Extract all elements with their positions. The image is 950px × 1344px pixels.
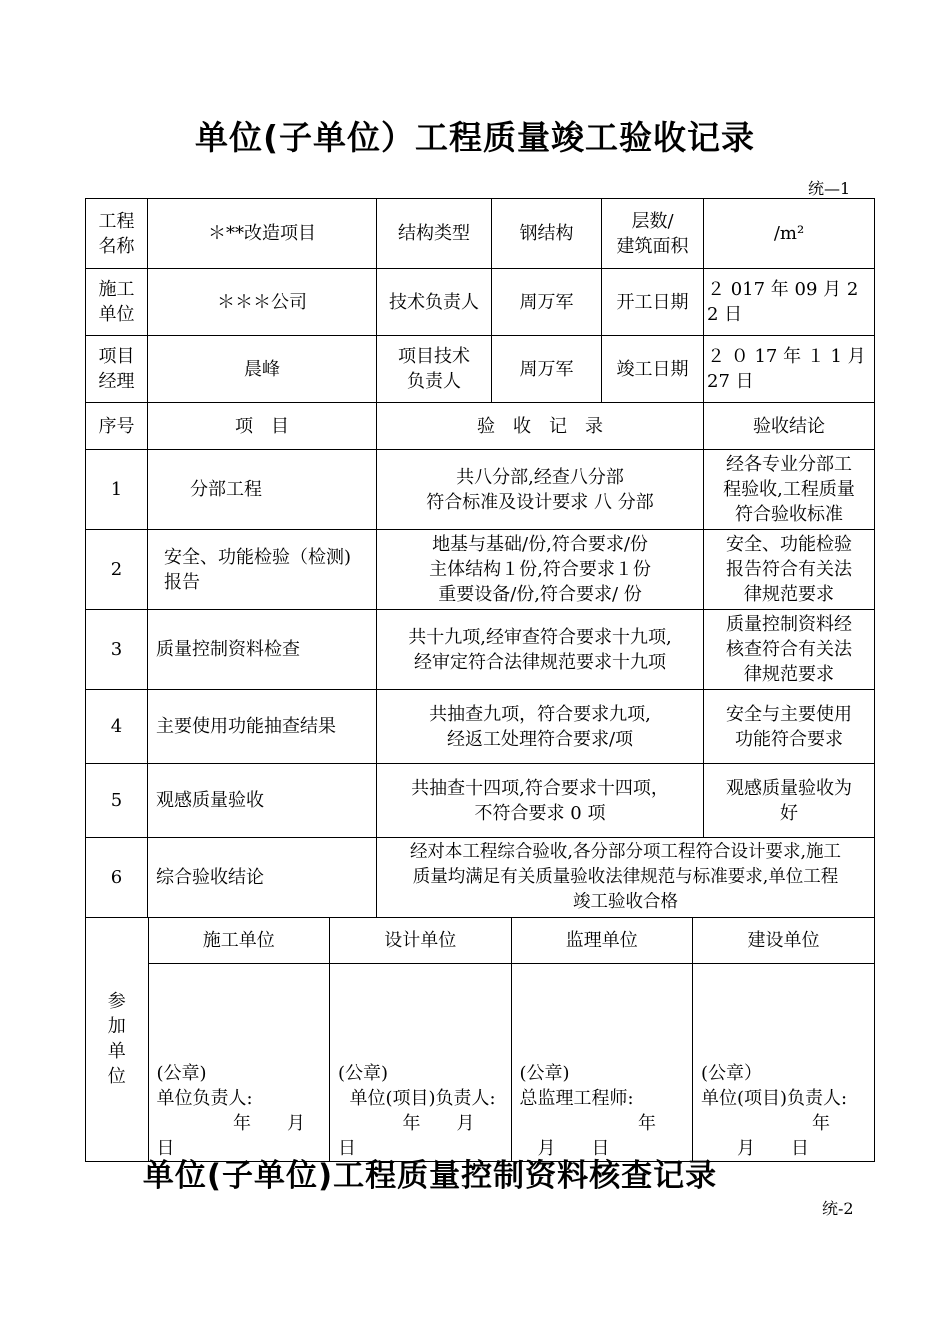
second-form-title: 单位(子单位)工程质量控制资料核查记录 bbox=[142, 1158, 718, 1194]
pm-value: 晨峰 bbox=[148, 336, 377, 403]
signature-box: (公章) 总监理工程师: 年 月 日 bbox=[511, 963, 693, 1161]
contractor-value: ＊＊＊公司 bbox=[148, 269, 377, 336]
row-item: 观感质量验收 bbox=[148, 764, 377, 838]
table-row bbox=[86, 838, 875, 918]
row-seq: 2 bbox=[86, 530, 148, 610]
floors-area-value: /m² bbox=[704, 199, 875, 269]
table-row bbox=[86, 764, 875, 838]
row-record: 共十九项,经审查符合要求十九项, 经审定符合法律规范要求十九项 bbox=[377, 610, 704, 690]
row-record: 共抽查十四项,符合要求十四项， 不符合要求 0 项 bbox=[377, 764, 704, 838]
participants-label: 参 加 单 位 bbox=[86, 918, 148, 1161]
table-row bbox=[86, 269, 875, 336]
start-date-value: ２ 017 年 09 月 2 2 日 bbox=[704, 269, 875, 336]
acceptance-table bbox=[85, 198, 875, 1162]
table-row bbox=[86, 690, 875, 764]
unit-name: 建设单位 bbox=[693, 918, 875, 963]
signature-box: (公章) 单位(项目)负责人: 年 月 日 bbox=[330, 963, 512, 1161]
row-record: 地基与基础/份,符合要求/份 主体结构１份,符合要求１份 重要设备/份,符合要求/ 份 bbox=[377, 530, 704, 610]
row-record: 共八分部,经查八分部 符合标准及设计要求 八 分部 bbox=[377, 450, 704, 530]
floors-area-label: 层数/ 建筑面积 bbox=[602, 199, 704, 269]
table-row bbox=[86, 610, 875, 690]
row-seq: 6 bbox=[86, 838, 148, 918]
form-code: 统—1 bbox=[808, 179, 851, 198]
signature-box: (公章） 单位(项目)负责人: 年 月 日 bbox=[693, 963, 875, 1161]
col-conclusion: 验收结论 bbox=[704, 403, 875, 450]
structure-type-label: 结构类型 bbox=[377, 199, 492, 269]
row-record: 共抽查九项，符合要求九项, 经返工处理符合要求/项 bbox=[377, 690, 704, 764]
signature-box: (公章) 单位负责人: 年 月 日 bbox=[148, 963, 330, 1161]
row-seq: 5 bbox=[86, 764, 148, 838]
row-conclusion: 质量控制资料经 核查符合有关法 律规范要求 bbox=[704, 610, 875, 690]
unit-name: 设计单位 bbox=[330, 918, 512, 963]
project-tech-lead-value: 周万军 bbox=[492, 336, 602, 403]
table-row bbox=[86, 336, 875, 403]
row-conclusion: 经各专业分部工 程验收,工程质量 符合验收标准 bbox=[704, 450, 875, 530]
row-seq: 1 bbox=[86, 450, 148, 530]
page-title: 单位(子单位）工程质量竣工验收记录 bbox=[194, 118, 756, 157]
tech-lead-label: 技术负责人 bbox=[377, 269, 492, 336]
row-item: 安全、功能检验（检测) 报告 bbox=[148, 530, 377, 610]
completion-date-label: 竣工日期 bbox=[602, 336, 704, 403]
project-name-label: 工程 名称 bbox=[86, 199, 148, 269]
table-row bbox=[86, 199, 875, 269]
row-conclusion: 观感质量验收为 好 bbox=[704, 764, 875, 838]
unit-name: 监理单位 bbox=[511, 918, 693, 963]
row-seq: 3 bbox=[86, 610, 148, 690]
structure-type-value: 钢结构 bbox=[492, 199, 602, 269]
row-item: 质量控制资料检查 bbox=[148, 610, 377, 690]
row-item: 分部工程 bbox=[148, 450, 377, 530]
col-item: 项 目 bbox=[148, 403, 377, 450]
pm-label: 项目 经理 bbox=[86, 336, 148, 403]
tech-lead-value: 周万军 bbox=[492, 269, 602, 336]
col-record: 验 收 记 录 bbox=[377, 403, 704, 450]
row-item: 综合验收结论 bbox=[148, 838, 377, 918]
completion-date-value: ２ ０ 17 年 １ 1 月 27 日 bbox=[704, 336, 875, 403]
form-code-2: 统-2 bbox=[822, 1199, 854, 1218]
col-seq: 序号 bbox=[86, 403, 148, 450]
table-row bbox=[86, 450, 875, 530]
unit-name: 施工单位 bbox=[148, 918, 330, 963]
project-tech-lead-label: 项目技术 负责人 bbox=[377, 336, 492, 403]
contractor-label: 施工 单位 bbox=[86, 269, 148, 336]
row-seq: 4 bbox=[86, 690, 148, 764]
participants-section bbox=[86, 918, 875, 1162]
overall-conclusion: 经对本工程综合验收,各分部分项工程符合设计要求,施工 质量均满足有关质量验收法律规范与标准要求,单位工程 竣工验收合格 bbox=[377, 838, 875, 918]
row-item: 主要使用功能抽查结果 bbox=[148, 690, 377, 764]
row-conclusion: 安全与主要使用 功能符合要求 bbox=[704, 690, 875, 764]
start-date-label: 开工日期 bbox=[602, 269, 704, 336]
column-header-row bbox=[86, 403, 875, 450]
table-row bbox=[86, 530, 875, 610]
project-name-value: ＊**改造项目 bbox=[148, 199, 377, 269]
row-conclusion: 安全、功能检验 报告符合有关法 律规范要求 bbox=[704, 530, 875, 610]
